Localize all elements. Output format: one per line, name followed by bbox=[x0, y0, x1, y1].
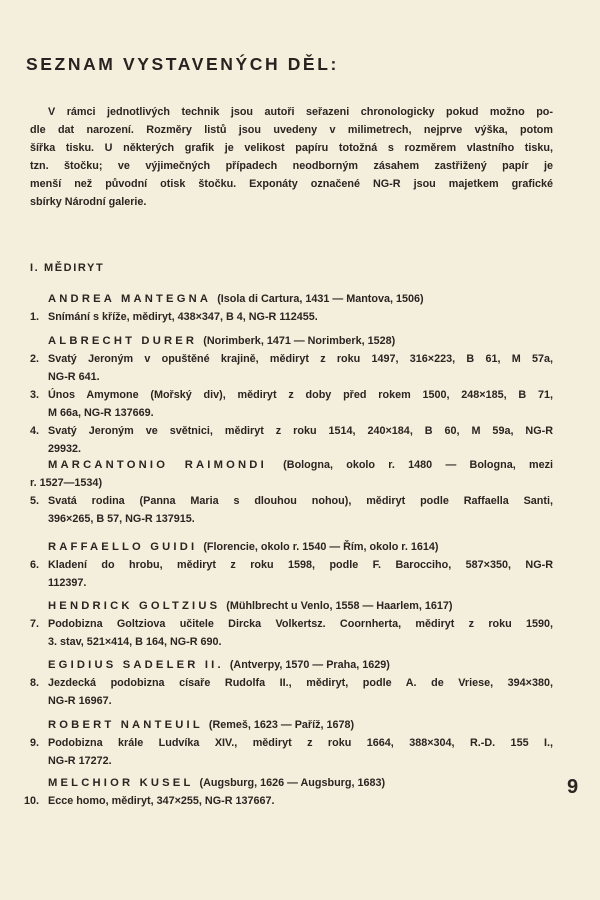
catalogue-entry bbox=[30, 615, 553, 651]
entry-number: 4. bbox=[30, 425, 40, 437]
catalogue-entry bbox=[30, 422, 553, 458]
entry-line: 3. stav, 521×414, B 164, NG-R 690. bbox=[48, 636, 222, 648]
entry-line: Ecce homo, mědiryt, 347×255, NG-R 137667. bbox=[48, 795, 275, 807]
entry-line: NG-R 16967. bbox=[48, 695, 112, 707]
artist-heading bbox=[30, 538, 553, 556]
catalogue-entry bbox=[30, 308, 553, 326]
intro-line: menší než původní otisk štočku. Exponáty označené NG-R jsou majetkem grafické bbox=[30, 178, 553, 190]
entry-line: 396×265, B 57, NG-R 137915. bbox=[48, 513, 195, 525]
catalogue-entry bbox=[30, 492, 553, 528]
entry-line: M 66a, NG-R 137669. bbox=[48, 407, 154, 419]
entry-line: Jezdecká podobizna císaře Rudolfa II., mědiryt, podle A. de Vriese, 394×380, bbox=[48, 677, 553, 689]
artist-details: (Isola di Cartura, 1431 — Mantova, 1506) bbox=[217, 293, 424, 305]
catalogue-entry bbox=[30, 674, 553, 710]
entry-line: Svatá rodina (Panna Maria s dlouhou nohou), mědiryt podle Raffaella Santi, bbox=[48, 495, 553, 507]
artist-group bbox=[30, 456, 553, 528]
entry-line: 112397. bbox=[48, 577, 87, 589]
artist-details: (Antverpy, 1570 — Praha, 1629) bbox=[229, 659, 390, 671]
catalogue-entry bbox=[30, 556, 553, 592]
entry-line: NG-R 17272. bbox=[48, 755, 112, 767]
catalogue-entry bbox=[24, 792, 553, 810]
artist-name: MARCANTONIO RAIMONDI bbox=[48, 459, 267, 471]
intro-paragraph bbox=[30, 103, 553, 211]
catalogue-entry bbox=[30, 386, 553, 422]
intro-line: tzn. štočku; ve výjimečných případech neodborným zásahem zastřižený papír je bbox=[30, 160, 553, 172]
entry-number: 9. bbox=[30, 737, 40, 749]
artist-name: EGIDIUS SADELER II. bbox=[48, 659, 224, 671]
entry-number: 1. bbox=[30, 311, 40, 323]
artist-details: r. 1527—1534) bbox=[30, 477, 103, 489]
artist-name: MELCHIOR KUSEL bbox=[48, 777, 194, 789]
entry-line: NG-R 641. bbox=[48, 371, 100, 383]
artist-name: HENDRICK GOLTZIUS bbox=[48, 600, 221, 612]
entry-line: Podobizna Goltziova učitele Dircka Volkertsz. Coornherta, mědiryt z roku 1590, bbox=[48, 618, 553, 630]
entry-number: 8. bbox=[30, 677, 40, 689]
artist-name: RAFFAELLO GUIDI bbox=[48, 541, 198, 553]
artist-group bbox=[30, 656, 553, 710]
artist-details: (Augsburg, 1626 — Augsburg, 1683) bbox=[199, 777, 386, 789]
artist-heading bbox=[30, 597, 553, 615]
artist-details: (Mühlbrecht u Venlo, 1558 — Haarlem, 1617) bbox=[226, 600, 453, 612]
entry-line: Únos Amymone (Mořský div), mědiryt z doby před rokem 1500, 248×185, B 71, bbox=[48, 389, 553, 401]
entry-line: Podobizna krále Ludvíka XIV., mědiryt z roku 1664, 388×304, R.-D. 155 I., bbox=[48, 737, 553, 749]
entry-number: 3. bbox=[30, 389, 40, 401]
artist-group bbox=[30, 597, 553, 651]
intro-line: dle dat narození. Rozměry listů jsou uvedeny v milimetrech, nejprve výška, potom bbox=[30, 124, 553, 136]
page-title: SEZNAM VYSTAVENÝCH DĚL: bbox=[26, 54, 339, 74]
entry-number: 2. bbox=[30, 353, 40, 365]
artist-details: (Remeš, 1623 — Paříž, 1678) bbox=[208, 719, 355, 731]
entry-number: 5. bbox=[30, 495, 40, 507]
artist-heading bbox=[30, 774, 553, 792]
entry-line: 29932. bbox=[48, 443, 82, 455]
artist-group bbox=[30, 716, 553, 770]
intro-line: sbírky Národní galerie. bbox=[30, 196, 147, 208]
intro-line: šířka tisku. U některých grafik je velikost papíru totožná s rozměrem vlastního tisku, bbox=[30, 142, 553, 154]
entry-number: 10. bbox=[24, 795, 40, 807]
artist-group bbox=[30, 538, 553, 592]
artist-details: (Norimberk, 1471 — Norimberk, 1528) bbox=[203, 335, 396, 347]
artist-details: (Bologna, okolo r. 1480 — Bologna, mezi bbox=[283, 459, 553, 471]
artist-heading bbox=[30, 716, 553, 734]
entry-line: Kladení do hrobu, mědiryt z roku 1598, podle F. Barocciho, 587×350, NG-R bbox=[48, 559, 553, 571]
entry-number: 6. bbox=[30, 559, 40, 571]
page-number: 9 bbox=[567, 776, 579, 798]
section-heading: I. MĚDIRYT bbox=[30, 262, 105, 274]
artist-group bbox=[24, 774, 553, 810]
catalogue-entry bbox=[30, 350, 553, 386]
artist-name: ROBERT NANTEUIL bbox=[48, 719, 203, 731]
artist-group bbox=[30, 332, 553, 458]
entry-number: 7. bbox=[30, 618, 40, 630]
intro-line: V rámci jednotlivých technik jsou autoři seřazeni chronologicky pokud možno po- bbox=[48, 106, 553, 118]
artist-name: ALBRECHT DURER bbox=[48, 335, 198, 347]
artist-heading bbox=[30, 456, 553, 474]
artist-heading bbox=[30, 332, 553, 350]
artist-details: (Florencie, okolo r. 1540 — Řím, okolo r. 1614) bbox=[203, 541, 439, 553]
entry-line: Snímání s kříže, mědiryt, 438×347, B 4, NG-R 112455. bbox=[48, 311, 318, 323]
artist-heading bbox=[30, 290, 553, 308]
catalogue-entry bbox=[30, 734, 553, 770]
artist-heading bbox=[30, 656, 553, 674]
entry-line: Svatý Jeroným ve světnici, mědiryt z roku 1514, 240×184, B 60, M 59a, NG-R bbox=[48, 425, 553, 437]
artist-name: ANDREA MANTEGNA bbox=[48, 293, 212, 305]
entry-line: Svatý Jeroným v opuštěné krajině, mědiryt z roku 1497, 316×223, B 61, M 57a, bbox=[48, 353, 553, 365]
artist-heading bbox=[30, 474, 553, 492]
artist-group bbox=[30, 290, 553, 326]
